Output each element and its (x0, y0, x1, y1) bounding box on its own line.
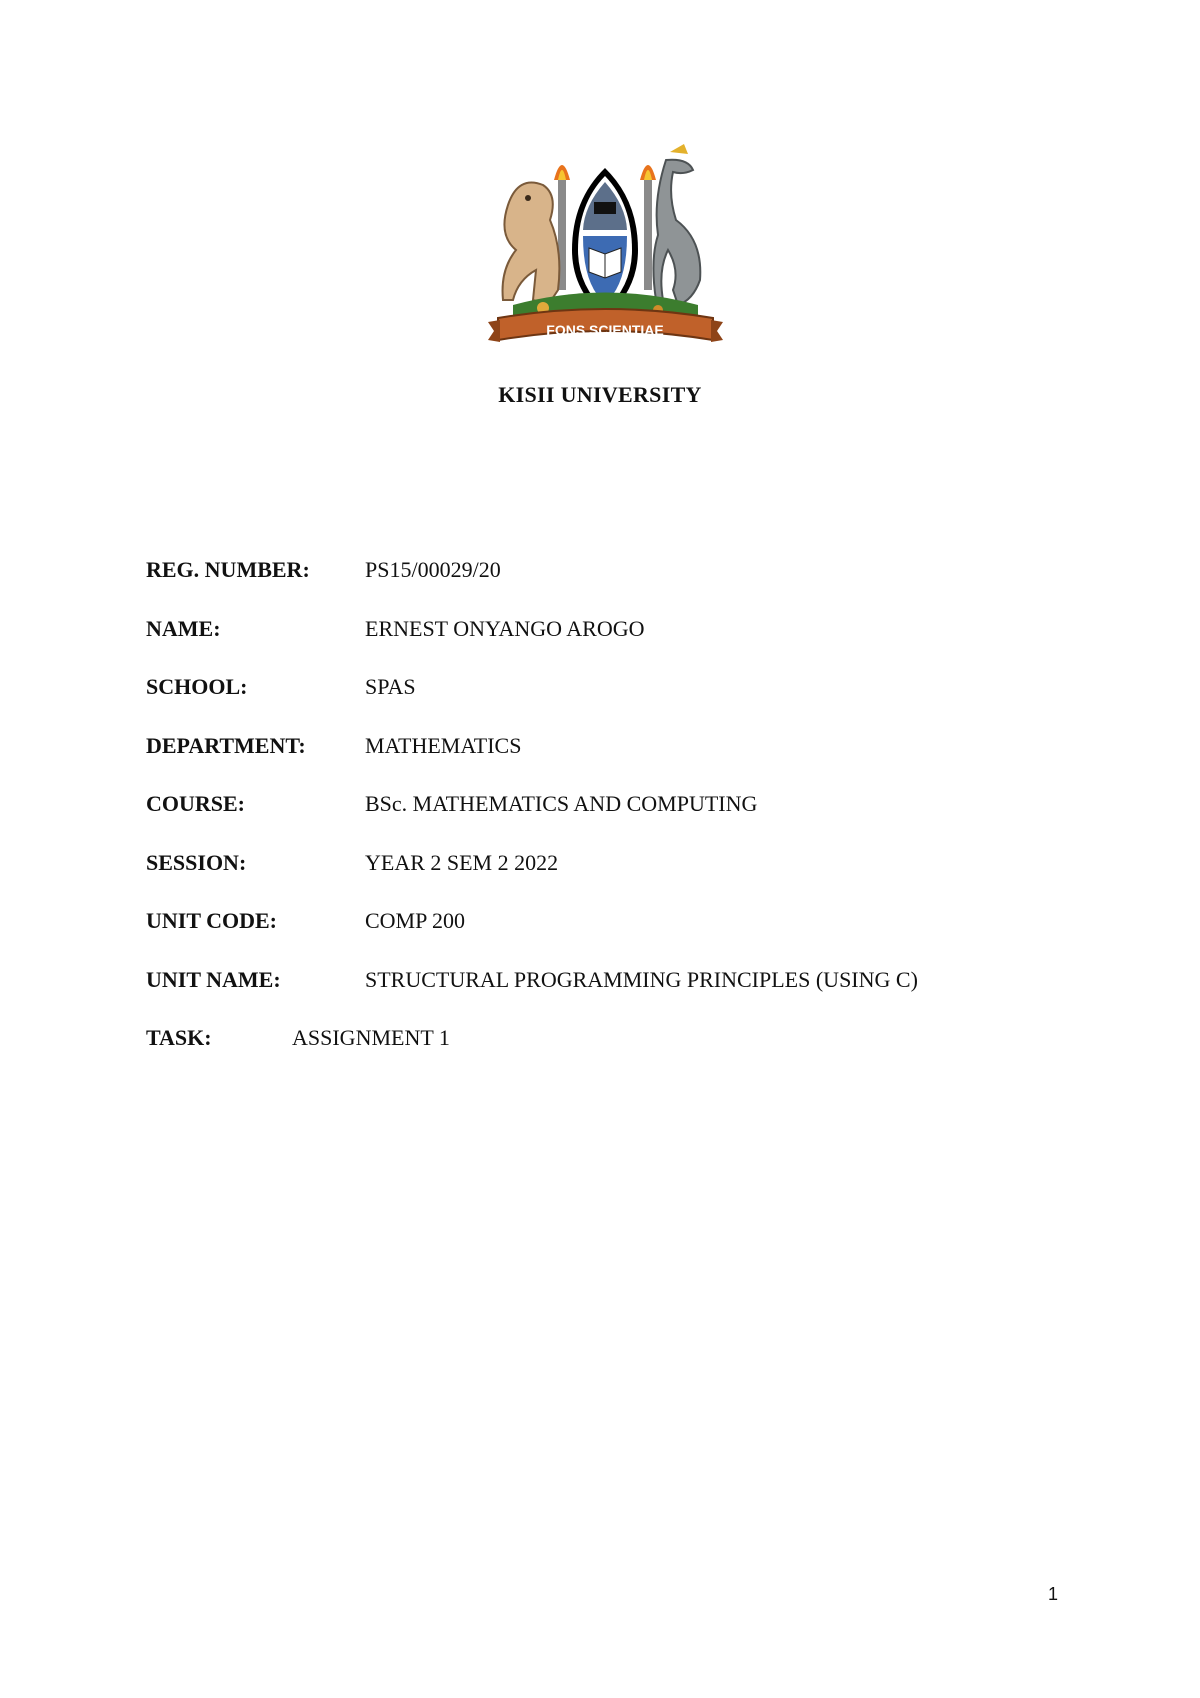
course-value: BSc. MATHEMATICS AND COMPUTING (365, 791, 758, 816)
student-info-block (146, 555, 1106, 1082)
unit-name-label: UNIT NAME: (146, 966, 281, 992)
university-crest-logo (488, 140, 723, 360)
info-row-unit-code (146, 906, 1106, 965)
task-label: TASK: (146, 1025, 212, 1050)
reg-number-label: REG. NUMBER: (146, 557, 310, 582)
info-row-course (146, 789, 1106, 848)
info-row-session (146, 848, 1106, 907)
department-value: MATHEMATICS (365, 732, 522, 758)
info-row-name (146, 614, 1106, 673)
unit-code-label: UNIT CODE: (146, 908, 278, 933)
unit-code-value: COMP 200 (365, 908, 466, 933)
info-row-unit-name (146, 965, 1106, 1024)
course-label: COURSE: (146, 791, 246, 816)
session-value: YEAR 2 SEM 2 2022 (365, 849, 559, 875)
reg-number-value: PS15/00029/20 (365, 557, 501, 582)
crane-supporter-icon (653, 144, 700, 305)
page-number: 1 (1048, 1584, 1059, 1604)
info-row-school (146, 672, 1106, 731)
lion-supporter-icon (503, 183, 560, 306)
motto-ribbon (488, 309, 723, 342)
info-row-department (146, 731, 1106, 790)
session-label: SESSION: (146, 849, 247, 875)
university-title: KISII UNIVERSITY (498, 382, 702, 407)
school-value: SPAS (365, 674, 416, 699)
department-label: DEPARTMENT: (146, 732, 306, 758)
unit-name-value: STRUCTURAL PROGRAMMING PRINCIPLES (USING C) (365, 966, 918, 992)
motto-text: FONS SCIENTIAE (546, 322, 664, 338)
school-label: SCHOOL: (146, 674, 248, 699)
info-row-reg-number (146, 555, 1106, 614)
name-value: ERNEST ONYANGO AROGO (365, 615, 645, 641)
info-row-task (146, 1023, 1106, 1082)
name-label: NAME: (146, 615, 221, 641)
task-value: ASSIGNMENT 1 (292, 1025, 450, 1050)
